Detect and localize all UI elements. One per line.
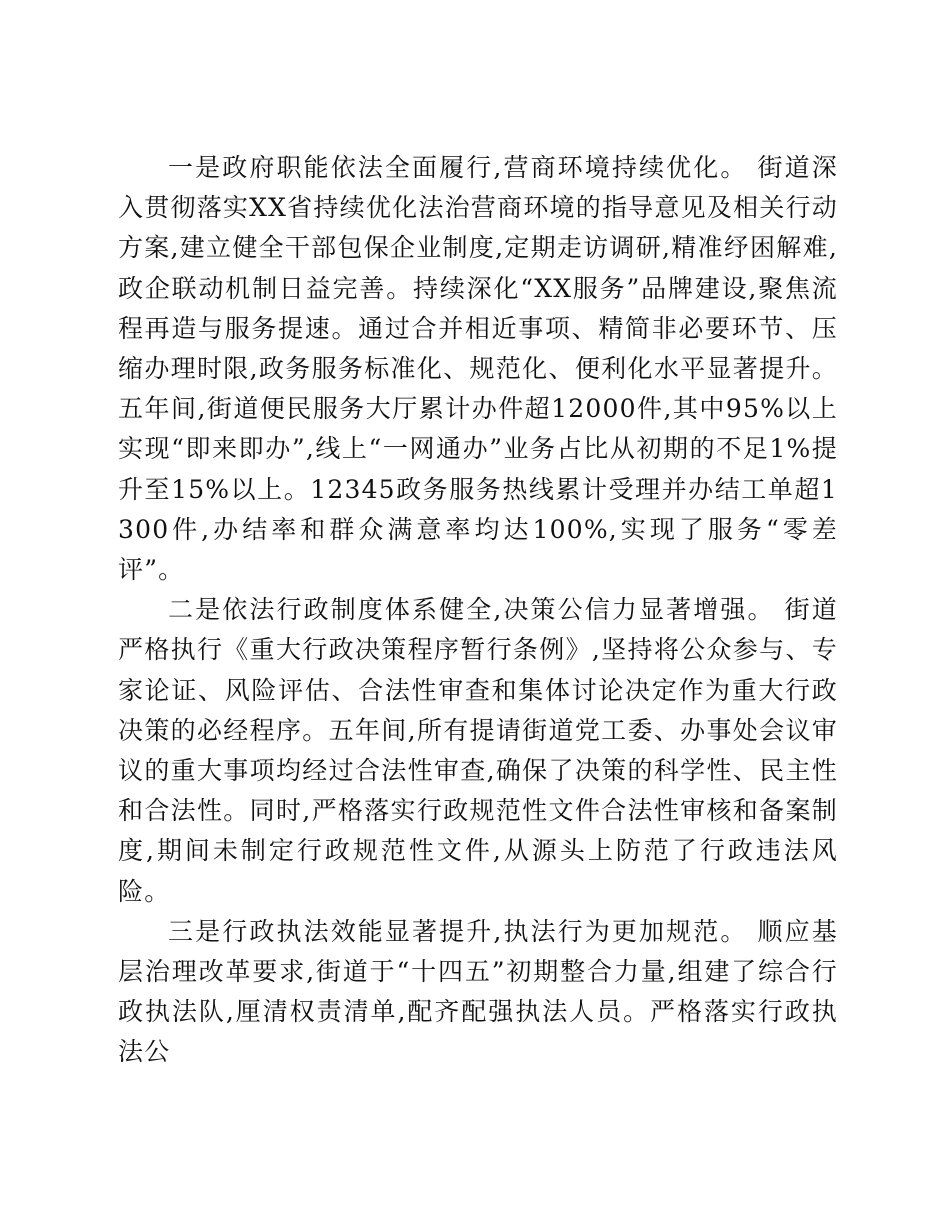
paragraph-lead: 三是行政执法效能显著提升,执法行为更加规范。 xyxy=(168,916,748,946)
paragraph-law-enforcement xyxy=(118,912,838,1073)
paragraph-administrative-system xyxy=(118,590,838,912)
paragraph-text: 街道严格执行《重大行政决策程序暂行条例》,坚持将公众参与、专家论证、风险评估、合法性审查和集体讨论决定作为重大行政决策的必经程序。五年间,所有提请街道党工委、办事处会议审议的重大事项均经过合法性审查,确保了决策的科学性、民主性和合法性。同时,严格落实行政规范性文件合法性审核和备案制度,期间未制定行政规范性文件,从源头上防范了行政违法风险。 xyxy=(118,595,838,906)
paragraph-lead: 一是政府职能依法全面履行,营商环境持续优化。 xyxy=(168,153,748,182)
document-body xyxy=(118,148,838,1073)
paragraph-lead: 二是依法行政制度体系健全,决策公信力显著增强。 xyxy=(168,595,775,625)
paragraph-text: 街道深入贯彻落实XX省持续优化法治营商环境的指导意见及相关行动方案,建立健全干部包保企业制度,定期走访调研,精准纾困解难,政企联动机制日益完善。持续深化“XX服务”品牌建设,聚焦流程再造与服务提速。通过合并相近事项、精简非必要环节、压缩办理时限,政务服务标准化、规范化、便利化水平显著提升。五年间,街道便民服务大厅累计办件超12000件,其中95%以上实现“即来即办”,线上“一网通办”业务占比从初期的不足1%提升至15%以上。12345政务服务热线累计受理并办结工单超1300件,办结率和群众满意率均达100%,实现了服务“零差评”。 xyxy=(118,153,838,585)
paragraph-text: 顺应基层治理改革要求,街道于“十四五”初期整合力量,组建了综合行政执法队,厘清权责清单,配齐配强执法人员。严格落实行政执法公 xyxy=(118,916,838,1067)
paragraph-business-environment xyxy=(118,148,838,590)
